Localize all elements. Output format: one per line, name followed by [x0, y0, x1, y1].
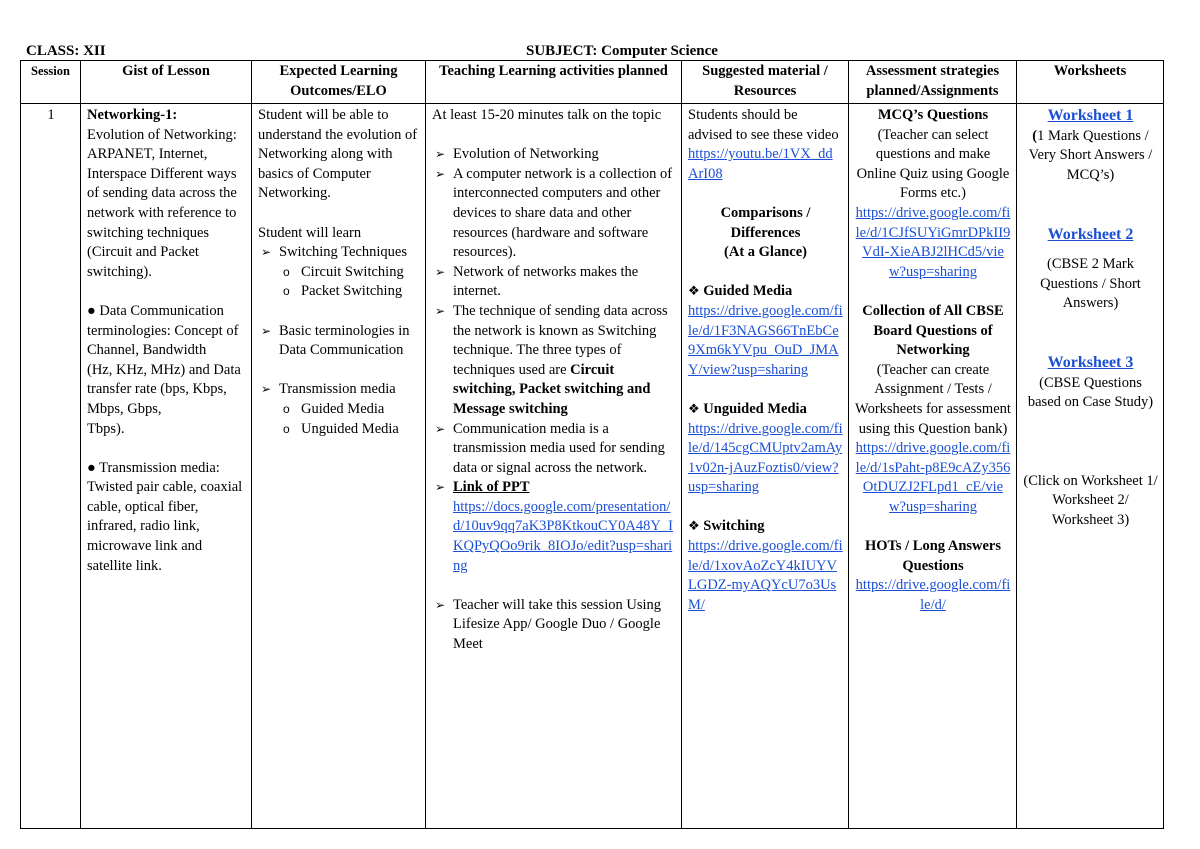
guided-media-link[interactable]: https://drive.google.com/file/d/1F3NAGS66TnEbCe9Xm6kYVpu_OuD_JMAY/view?usp=sharing [688, 302, 843, 378]
table-header-row [21, 61, 1164, 104]
elo-guided-item: o Guided Media [279, 400, 420, 420]
ppt-label: Link of PPT [453, 479, 530, 496]
gist-data-communication: ● Data Communication terminologies: Concept of Channel, Bandwidth [87, 302, 239, 359]
diamond-bullet-icon: ❖ [688, 519, 700, 535]
elo-basic-item: ➢ Basic terminologies in Data Communication [258, 322, 420, 361]
material-cell [682, 104, 849, 829]
worksheet-3-desc: (CBSE Questions based on Case Study) [1027, 374, 1154, 411]
col-header-assessment: Assessment strategies planned/Assignments [849, 61, 1017, 104]
class-label: CLASS: XII [26, 43, 106, 59]
worksheet-note: (Click on Worksheet 1/ Worksheet 2/ Worksheet 3) [1023, 472, 1158, 528]
worksheet-1-desc: (1 Mark Questions / Very Short Answers / MCQ’s) [1028, 127, 1153, 183]
page-header [26, 43, 1166, 61]
hots-link[interactable]: https://drive.google.com/file/d/ [855, 577, 1011, 613]
col-header-material: Suggested material / Resources [682, 61, 849, 104]
worksheet-3-link[interactable]: Worksheet 3 [1047, 354, 1134, 372]
col-header-activities: Teaching Learning activities planned [426, 61, 682, 104]
worksheet-2-desc: (CBSE 2 Mark Questions / Short Answers) [1040, 256, 1141, 312]
elo-unguided-item: o Unguided Media [279, 420, 420, 440]
switching-types: Circuit switching, Packet switching and Message switching [453, 361, 651, 417]
activity-item: ➢ Network of networks makes the internet. [432, 263, 676, 302]
gist-transmission: ● Transmission media: Twisted pair cable, coaxial cable, optical fiber, infrared, radio link, microwave link and satellite link. [87, 459, 243, 574]
mcq-link[interactable]: https://drive.google.com/file/d/1CJfSUYiGmrDPkII9VdI-XieABJ2lHCd5/view?usp=sharing [855, 204, 1011, 280]
switching-link[interactable]: https://drive.google.com/file/d/1xovAoZcY4kIUYVLGDZ-myAQYcU7o3UsM/ [688, 538, 843, 613]
col-header-gist: Gist of Lesson [81, 61, 252, 104]
switching-label: Switching [703, 518, 765, 535]
gist-cell [81, 104, 252, 829]
guided-media-label: Guided Media [703, 283, 793, 300]
unguided-media-label: Unguided Media [703, 400, 807, 417]
gist-intro: Evolution of Networking: ARPANET, Internet, Interspace Different ways of sending data across the network with reference to switching techniques (Circuit and Packet switching). [87, 126, 237, 280]
col-header-worksheets: Worksheets [1017, 61, 1164, 104]
activity-item: ➢ Evolution of Networking [432, 145, 676, 165]
session-number: 1 [21, 104, 81, 829]
assessment-cell [849, 104, 1017, 829]
gist-units-1: (Hz, KHz, MHz) and Data transfer rate (bps, Kbps, Mbps, Gbps, [87, 361, 241, 417]
elo-circuit-item: o Circuit Switching [279, 263, 420, 283]
material-intro: Students should be advised to see these video [688, 107, 839, 143]
collection-text: (Teacher can create Assignment / Tests / Worksheets for assessment using this Question bank) [855, 361, 1011, 437]
elo-switching-item: ➢ Switching Techniques o Circuit Switching o Packet Switching [258, 243, 420, 302]
elo-cell [252, 104, 426, 829]
activities-intro: At least 15-20 minutes talk on the topic [432, 107, 662, 123]
comparisons-line-1: Comparisons / [720, 204, 811, 221]
worksheets-cell [1017, 104, 1164, 829]
elo-intro: Student will be able to understand the evolution of Networking along with basics of Computer Networking. [258, 107, 418, 202]
gist-title: Networking-1: [87, 107, 178, 123]
subject-label: SUBJECT: Computer Science [526, 43, 718, 59]
activity-item: ➢ Teacher will take this session Using Lifesize App/ Google Duo / Google Meet [432, 596, 676, 655]
elo-packet-item: o Packet Switching [279, 282, 420, 302]
elo-transmission-item: ➢ Transmission media o Guided Media o Unguided Media [258, 380, 420, 439]
comparisons-line-2: Differences [730, 224, 801, 241]
ppt-item [432, 478, 676, 576]
gist-units-2: Tbps). [87, 420, 125, 437]
unguided-media-link[interactable]: https://drive.google.com/file/d/145cgCMUptv2amAy1v02n-jAuzFoztis0/view?usp=sharing [688, 420, 843, 496]
diamond-bullet-icon: ❖ [688, 284, 700, 300]
worksheet-1-link[interactable]: Worksheet 1 [1047, 107, 1134, 124]
col-header-session: Session [21, 61, 81, 104]
activity-item: ➢ A computer network is a collection of interconnected computers and other devices to share data and other resources (hardware and software resources). [432, 165, 676, 263]
collection-link[interactable]: https://drive.google.com/file/d/1sPaht-p8E9cAZy356OtDUZJ2FLpd1_cE/view?usp=sharing [855, 440, 1011, 515]
ppt-link[interactable]: https://docs.google.com/presentation/d/10uv9qq7aK3P8KtkouCY0A48Y_IKQPyQOo9rik_8IOJo/edit?usp=sharing [453, 498, 673, 574]
video-link[interactable]: https://youtu.be/1VX_ddArI08 [688, 146, 833, 182]
hots-title: HOTs / Long Answers Questions [864, 538, 1002, 574]
activity-item: ➢ Communication media is a transmission media used for sending data or signal across the network. [432, 420, 676, 479]
col-header-elo: Expected Learning Outcomes/ELO [252, 61, 426, 104]
lesson-plan-table [20, 60, 1164, 829]
activities-cell [426, 104, 682, 829]
diamond-bullet-icon: ❖ [688, 401, 700, 417]
activity-item: ➢ The technique of sending data across the network is known as Switching technique. The three types of techniques used are Circuit switching, Packet switching and Message switching [432, 302, 676, 420]
comparisons-line-3: (At a Glance) [724, 244, 807, 261]
elo-learn: Student will learn [258, 224, 362, 241]
mcq-text: (Teacher can select questions and make Online Quiz using Google Forms etc.) [856, 126, 1010, 202]
mcq-title: MCQ’s Questions [877, 107, 989, 123]
table-row [21, 104, 1164, 829]
worksheet-2-link[interactable]: Worksheet 2 [1047, 225, 1134, 243]
collection-title: Collection of All CBSE Board Questions of Networking [862, 302, 1004, 359]
